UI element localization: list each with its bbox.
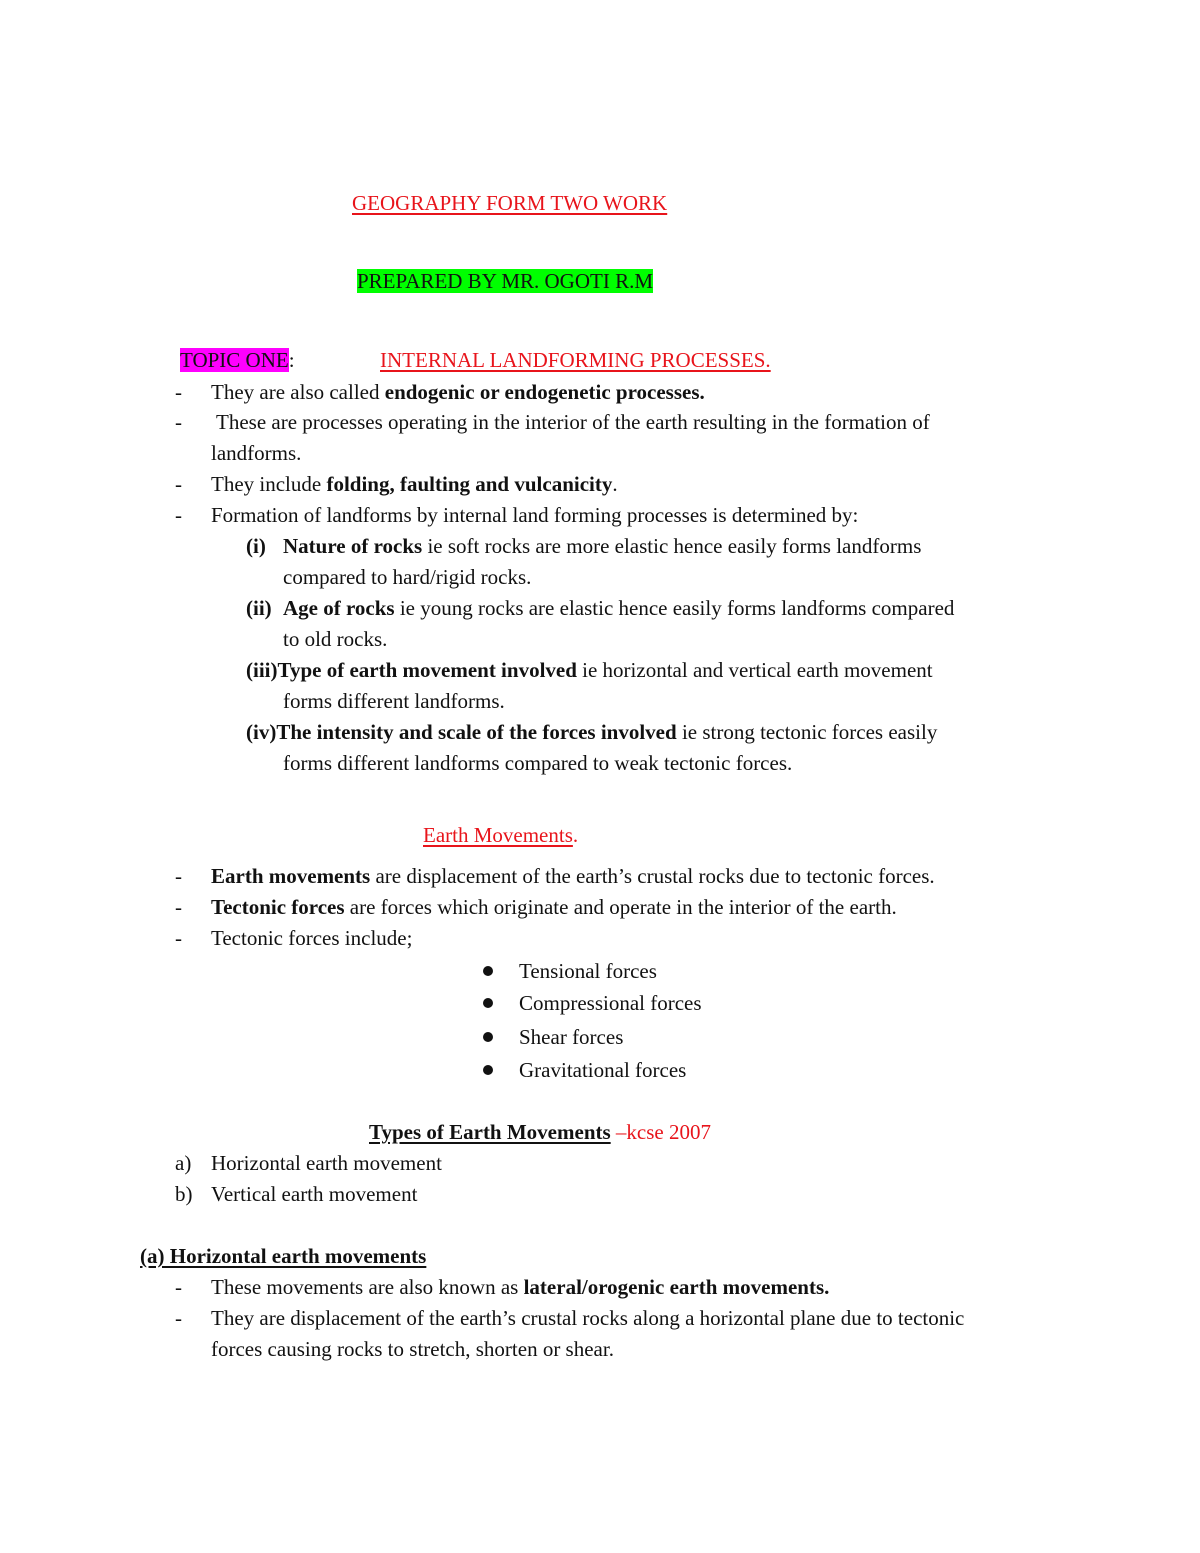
force-item: Tensional forces: [519, 959, 657, 983]
factor-text: ie young rocks are elastic hence easily forms landforms compared: [394, 596, 955, 620]
dash-marker: -: [175, 472, 182, 496]
bullet-dot: [483, 1065, 493, 1075]
factor-bold: Age of rocks: [283, 596, 395, 620]
force-item: Shear forces: [519, 1025, 624, 1049]
horizontal-text: These movements are also known as: [211, 1275, 524, 1299]
definition-text: are forces which originate and operate in the interior of the earth.: [344, 895, 897, 919]
factor-bold: Type of earth movement involved: [277, 658, 577, 682]
factor-cont: forms different landforms.: [283, 689, 505, 713]
intro-text: They include: [211, 472, 327, 496]
bullet-dot: [483, 1032, 493, 1042]
factor-cont: compared to hard/rigid rocks.: [283, 565, 532, 589]
section-heading-earth-movements: [423, 822, 578, 848]
document-title: GEOGRAPHY FORM TWO WORK: [352, 191, 668, 215]
prepared-by: [357, 268, 653, 294]
type-item: Horizontal earth movement: [211, 1151, 442, 1175]
bullet-dot: [483, 998, 493, 1008]
factor-line: [283, 533, 921, 559]
factor-num: (i): [246, 534, 266, 558]
force-item: Compressional forces: [519, 991, 702, 1015]
factor-line: [246, 719, 937, 745]
heading-dot: .: [572, 823, 579, 847]
factor-num: (iii): [246, 658, 278, 682]
intro-text: They are also called: [211, 380, 385, 404]
factor-text: ie soft rocks are more elastic hence easily forms landforms: [422, 534, 922, 558]
factor-text: ie horizontal and vertical earth movement: [576, 658, 933, 682]
type-label: b): [175, 1182, 193, 1206]
definition-bold: Earth movements: [211, 864, 371, 888]
dash-marker: -: [175, 1275, 182, 1299]
topic-label-text: TOPIC ONE: [180, 348, 289, 372]
factor-bold: The intensity and scale of the forces involved: [276, 720, 677, 744]
horizontal-item-2-cont: forces causing rocks to stretch, shorten or shear.: [211, 1337, 614, 1361]
dash-marker: -: [175, 380, 182, 404]
factor-num: (iv): [246, 720, 277, 744]
topic-label: [180, 347, 295, 373]
bullet-dot: [483, 966, 493, 976]
definition-text: Tectonic forces include;: [211, 926, 413, 950]
intro-text: .: [612, 472, 618, 496]
horizontal-text: They are displacement of the earth’s crustal rocks along a horizontal plane due to tectonic: [211, 1306, 965, 1330]
horizontal-bold: lateral/orogenic earth movements.: [523, 1275, 830, 1299]
section-heading-horizontal: (a) Horizontal earth movements: [140, 1244, 427, 1268]
topic-colon: :: [288, 348, 295, 372]
topic-title: INTERNAL LANDFORMING PROCESSES.: [380, 348, 771, 372]
intro-text: Formation of landforms by internal land forming processes is determined by:: [211, 503, 859, 527]
factor-cont: forms different landforms compared to weak tectonic forces.: [283, 751, 793, 775]
intro-item-2-cont: landforms.: [211, 441, 302, 465]
heading-text: Earth Movements: [423, 823, 573, 847]
factor-line: [283, 595, 954, 621]
intro-text: These are processes operating in the interior of the earth resulting in the formation of: [216, 410, 930, 434]
prepared-by-text: PREPARED BY MR. OGOTI R.M: [357, 269, 653, 293]
factor-line: [246, 657, 933, 683]
factor-bold: Nature of rocks: [283, 534, 423, 558]
definition-bold: Tectonic forces: [211, 895, 345, 919]
force-item: Gravitational forces: [519, 1058, 687, 1082]
dash-marker: -: [175, 926, 182, 950]
heading-text: Types of Earth Movements: [369, 1120, 611, 1144]
dash-marker: -: [175, 895, 182, 919]
factor-num: (ii): [246, 596, 272, 620]
factor-cont: to old rocks.: [283, 627, 388, 651]
dash-marker: -: [175, 1306, 182, 1330]
intro-bold: folding, faulting and vulcanicity: [326, 472, 613, 496]
definition-text: are displacement of the earth’s crustal rocks due to tectonic forces.: [370, 864, 935, 888]
dash-marker: -: [175, 864, 182, 888]
type-item: Vertical earth movement: [211, 1182, 418, 1206]
dash-marker: -: [175, 503, 182, 527]
section-heading-types: [369, 1119, 711, 1145]
factor-text: ie strong tectonic forces easily: [676, 720, 938, 744]
kcse-reference: –kcse 2007: [610, 1120, 711, 1144]
intro-bold: endogenic or endogenetic processes.: [384, 380, 705, 404]
dash-marker: -: [175, 410, 182, 434]
type-label: a): [175, 1151, 192, 1175]
